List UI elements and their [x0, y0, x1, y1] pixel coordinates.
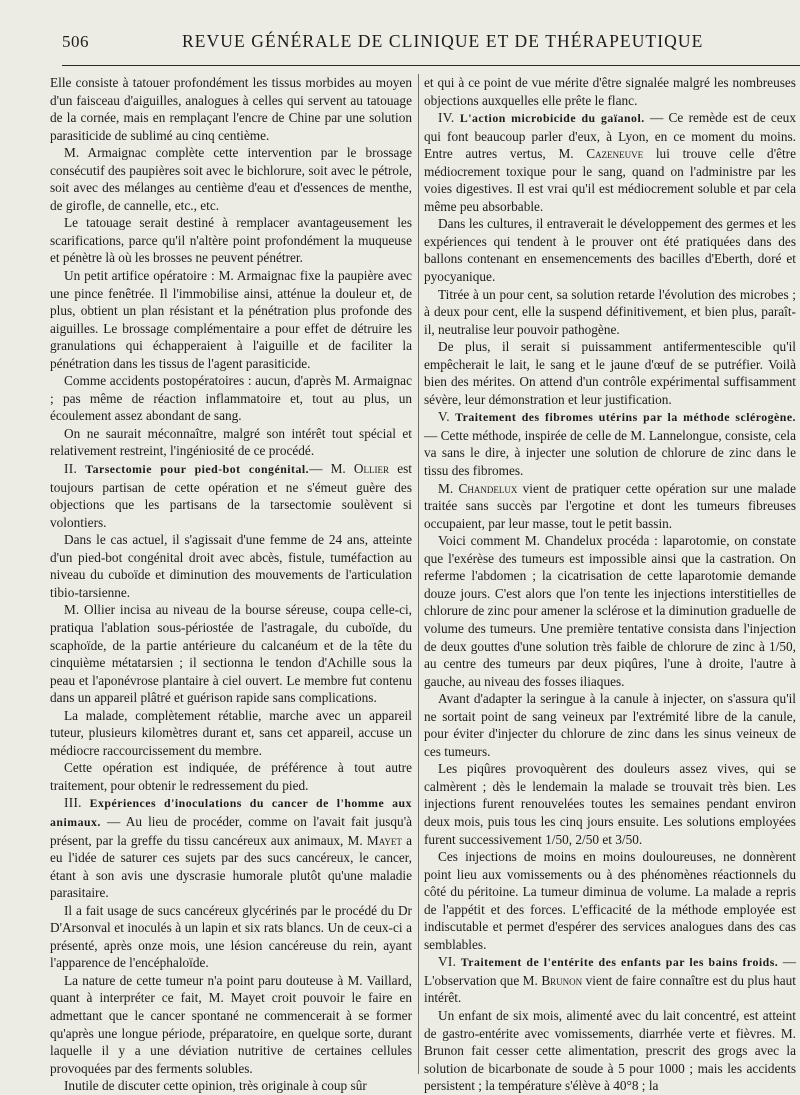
paragraph: Les piqûres provoquèrent des douleurs assez vives, qui se calmèrent ; dès le lendemain la malade se trouvait très bien. Les injections furent renouvelées toutes les semaines pendant environ deux mois, puis tous les cinq jours ensuite. Les solutions employées furent successivement 1/50, 2/50 et 3/50.	[424, 761, 796, 847]
author-name: Cazeneuve	[586, 146, 644, 162]
section-v	[424, 408, 796, 479]
page-number: 506	[62, 32, 89, 51]
paragraph: M. Ollier incisa au niveau de la bourse séreuse, coupa celle-ci, pratiqua l'ablation sous-périostée de l'astragale, du cuboïde, du scaphoïde, de la partie antérieure du calcanéum et de la tête du cinquième métatarsien ; il sectionna le tendon d'Achille sous la peau et l'aponévrose plantaire à ciel ouvert. Le membre fut contenu dans un appareil plâtré et guérison rapide sans complications.	[50, 602, 412, 706]
section-iii	[50, 794, 412, 901]
column-divider	[418, 74, 419, 1074]
section-lead: — M.	[309, 461, 346, 477]
author-name: Mayet	[366, 832, 402, 848]
paragraph: Inutile de discuter cette opinion, très originale à coup sûr	[64, 1078, 367, 1094]
paragraph: La malade, complètement rétablie, marche avec un appareil tuteur, plusieurs kilomètres durant et, sans cet appareil, accuse un médiocre raccourcissement du membre.	[50, 707, 412, 758]
paragraph: La nature de cette tumeur n'a point paru douteuse à M. Vaillard, quant à interpréter ce fait, M. Mayet croit pouvoir le faire en admettant que le cancer spontané ne commencerait à se former qu'après une longue période, préparatoire, en quelque sorte, durant laquelle il y a une déviation nutritive de certaines cellules provoquées par des ferments solubles.	[50, 972, 412, 1076]
paragraph: De plus, il serait si puissamment antifermentescible qu'il empêcherait le lait, le sang et le jaune d'œuf de se putréfier. Voilà bien des mérites. On attend d'un contrôle expérimental suffisamment sévère, leur démonstration et leur justification.	[424, 339, 796, 407]
section-iv	[424, 109, 796, 215]
paragraph: Titrée à un pour cent, sa solution retarde l'évolution des microbes ; à deux pour cent, elle la suspend définitivement, et bien plus, paraît-il, neutralise leur pouvoir pathogène.	[424, 286, 796, 337]
paragraph: Le tatouage serait destiné à remplacer avantageusement les scarifications, parce qu'il n'altère point profondément la muqueuse et pénètre là où les brosses ne peuvent pénétrer.	[50, 215, 412, 266]
left-column	[50, 74, 413, 1094]
paragraph: Comme accidents postopératoires : aucun, d'après M. Armaignac ; pas même de réaction inflammatoire et, tout au plus, un écoulement assez abondant de sang.	[50, 373, 412, 424]
paragraph: Dans le cas actuel, il s'agissait d'une femme de 24 ans, atteinte d'un pied-bot congénital droit avec abcès, fistule, tuméfaction au niveau du cuboïde et diminution des mouvements de l'articulation tibio-tarsienne.	[50, 532, 412, 600]
section-text: — L'observation que M.	[424, 954, 796, 988]
section-text: — Ce remède est de ceux qui font beaucoup parler d'eux, à Lyon, en ce moment du moins. Entre autres vertus, M.	[424, 110, 796, 162]
paragraph: Ces injections de moins en moins douloureuses, ne donnèrent point lieu aux vomissements ou à des phénomènes réactionnels du côté du péritoine. La tumeur diminua de volume. La malade a repris de l'appétit et des forces. L'efficacité de la méthode employée est indiscutable et permet d'espérer des services analogues dans des cas semblables.	[424, 849, 796, 952]
section-text: a eu l'idée de saturer ces sujets par des sucs cancéreux, le cancer, étant à son avis une dyscrasie humorale plutôt qu'une maladie parasitaire.	[50, 832, 413, 901]
section-text: est toujours partisan de cette opération et ne s'émeut guère des objections que les partisans de la tarsectomie soulèvent si volontiers.	[50, 461, 412, 530]
section-text: — Au lieu de procéder, comme on l'avait fait jusqu'à présent, par la greffe du tissu cancéreux aux animaux, M.	[50, 813, 413, 848]
header-rule	[62, 65, 800, 66]
paragraph: Cette opération est indiquée, de préférence à tout autre traitement, pour obtenir le redressement du pied.	[50, 760, 412, 793]
paragraph: Dans les cultures, il entraverait le développement des germes et les expériences qui tendent à le prouver ont été pratiquées dans des ballons contenant en ensemencements des bacilles d'Eberth, doré et pyocyanique.	[424, 216, 796, 285]
section-number: IV.	[438, 110, 455, 126]
section-heading: Traitement de l'entérite des enfants par les bains froids.	[460, 955, 779, 970]
author-name: Chandelux	[458, 480, 518, 496]
paragraph	[424, 480, 796, 533]
section-number: II.	[64, 461, 78, 477]
paragraph: M. Armaignac complète cette intervention par le brossage consécutif des paupières soit avec le bichlorure, soit avec le pétrole, soit avec des mélanges au centième d'eau et d'essences de menthe, de girofle, de cannelle, etc., etc.	[50, 145, 412, 213]
section-number: V.	[438, 409, 450, 425]
section-heading: L'action microbicide du gaïanol.	[459, 111, 645, 126]
paragraph: On ne saurait méconnaître, malgré son intérêt tout spécial et relativement restreint, l'ingéniosité de ce procédé.	[50, 425, 412, 459]
paragraph: et qui à ce point de vue mérite d'être signalée malgré les nombreuses objections auxquelles elle prête le flanc.	[424, 75, 796, 108]
paragraph: Elle consiste à tatouer profondément les tissus morbides au moyen d'un faisceau d'aiguilles, analogues à celles qui servent au tatouage de la cornée, mais en remplaçant l'encre de Chine par une solution parasiticide de sublimé au cinq centième.	[50, 75, 412, 143]
paragraph: Avant d'adapter la seringue à la canule à injecter, on s'assura qu'il ne sortait point de sang veineux par l'extrémité libre de la canule, pour éviter d'injecter du chlorure de zinc dans les sinus veineux de ces tumeurs.	[424, 691, 796, 759]
section-heading: Tarsectomie pour pied-bot congénital.	[85, 462, 310, 477]
paragraph: Un petit artifice opératoire : M. Armaignac fixe la paupière avec une pince fenêtrée. Il l'immobilise ainsi, atténue la douleur et, de plus, obtient un plan résistant et la pénétration plus profonde des aiguilles. Le brossage complémentaire a pour effet de détruire les granulations qui échapperaient à l'aiguille et de faciliter la pénétration dans les tissus de l'agent parasiticide.	[50, 268, 412, 371]
paragraph-text: M.	[438, 480, 454, 496]
section-number: VI.	[438, 954, 457, 970]
section-vi	[424, 953, 796, 1007]
paragraph-text: vient de pratiquer cette opération sur une malade traitée sans succès par l'ergotine et dont les tumeurs fibreuses occupaient, par leur masse, tout le petit bassin.	[424, 480, 796, 531]
section-text: vient de faire connaître est du plus haut intérêt.	[424, 972, 796, 1006]
author-name: Brunon	[541, 972, 583, 988]
section-ii	[50, 460, 412, 531]
paragraph: Il a fait usage de sucs cancéreux glycérinés par le procédé du Dr D'Arsonval et inoculés à un lapin et six rats blancs. Un de ceux-ci a présenté, après onze mois, une lésion cancéreuse du rein, ayant l'apparence de l'encéphaloïde.	[50, 902, 412, 971]
author-name: Ollier	[353, 461, 390, 477]
section-number: III.	[64, 795, 82, 811]
section-heading: Expériences d'inoculations du cancer de l'homme aux animaux.	[50, 796, 413, 829]
section-text: lui trouve celle d'être médiocrement toxique pour le sang, quand on l'administre par les voies digestives. Il est vrai qu'il est médiocrement soluble et par cela même peu absorbable.	[424, 146, 797, 214]
paragraph: Voici comment M. Chandelux procéda : laparotomie, on constate que l'exérèse des tumeurs est impossible ainsi que la castration. On referme l'abdomen ; la cicatrisation de cette laparotomie demande douze jours. C'est alors que l'on tente les injections interstitielles de chlorure de zinc pour amener la sclérose et la diminution graduelle de volume des tumeurs. Une première tentative consista dans l'injection de deux gouttes d'une solution très faible de chlorure de zinc à 1/50, au centre des tumeurs par deux piqûres, l'une à droite, l'autre à gauche, au niveau des fosses iliaques.	[424, 533, 796, 689]
running-title: REVUE GÉNÉRALE DE CLINIQUE ET DE THÉRAPEUTIQUE	[182, 31, 704, 51]
section-text: — Cette méthode, inspirée de celle de M. Lannelongue, consiste, cela va sans le dire, à injecter une solution de chlorure de zinc dans le tissu des fibromes.	[424, 427, 796, 479]
right-column	[424, 74, 797, 1094]
page-header	[62, 28, 800, 58]
paragraph: Un enfant de six mois, alimenté avec du lait concentré, est atteint de gastro-entérite avec vomissements, diarrhée verte et fièvres. M. Brunon fait cesser cette alimentation, prescrit des grogs avec la solution de bicarbonate de soude à 5 pour 1000 ; mais les accidents persistent ; la température s'élève à 40°8 ; la	[424, 1007, 796, 1094]
section-heading: Traitement des fibromes utérins par la méthode sclérogène.	[455, 410, 797, 425]
